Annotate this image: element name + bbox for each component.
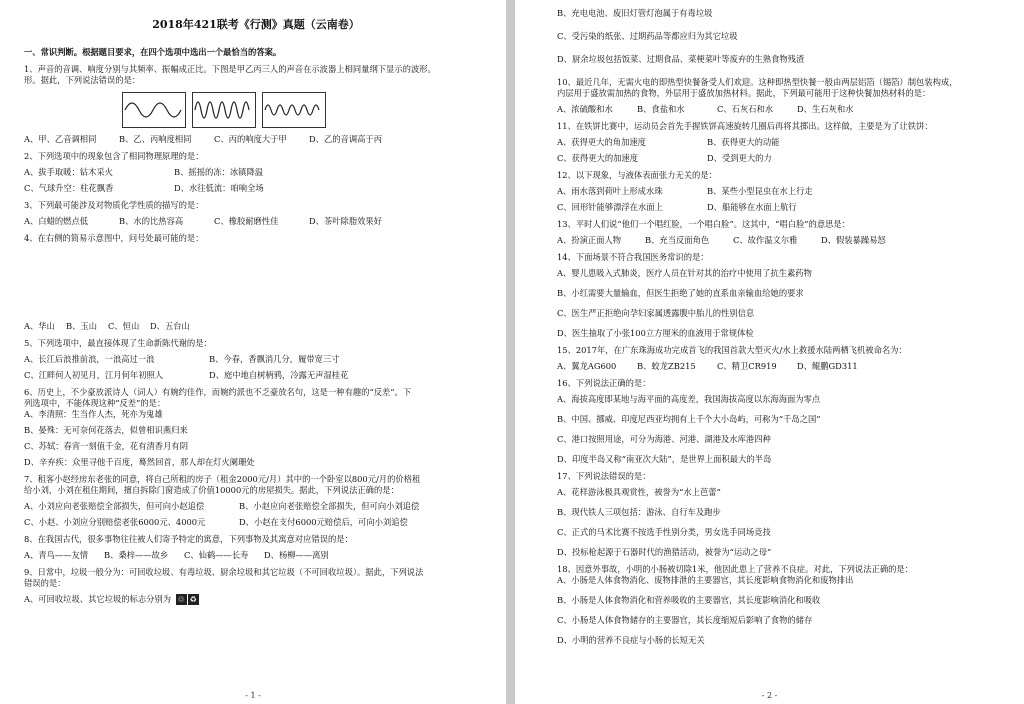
option-a: A、拔手取暖：钻木采火	[24, 167, 113, 177]
option-b: B、食盐和水	[637, 104, 685, 114]
option-b: B、蛟龙ZB215	[637, 361, 696, 371]
option-d: D、船能够在水面上航行	[707, 202, 797, 212]
waveform-a	[122, 92, 186, 128]
question-2-stem: 2、下列选项中的现象包含了相同物理原理的是：	[24, 151, 204, 161]
option-d: D、假装暴躁易怒	[821, 235, 886, 245]
question-11-options-ab	[557, 137, 1010, 148]
option-b: B、获得更大的动能	[707, 137, 780, 147]
question-10-options	[557, 104, 1010, 115]
option-a: A、婴儿患吸入式肺炎，医疗人员在针对其的治疗中使用了抗生素药物	[557, 268, 812, 278]
option-c: C、回形针能够漂浮在水面上	[557, 202, 663, 212]
question-8-options	[24, 550, 488, 561]
option-b: B、中国、挪威、印度尼西亚均拥有上千个大小岛屿，可称为“千岛之国”	[557, 414, 821, 424]
option-b: B、某些小型昆虫在水上行走	[707, 186, 813, 196]
option-c: C、获得更大的加速度	[557, 153, 639, 163]
option-c: C、丙的响度大于甲	[214, 134, 287, 144]
option-d: D、小明的营养不良症与小肠的长短无关	[557, 635, 705, 645]
question-1-stem: 1、声音的音调、响度分别与其频率、振幅成正比。下图是甲乙丙三人的声音在示波器上相同量纲下显示的波形。	[24, 64, 436, 74]
question-3-stem: 3、下列最可能涉及对物质化学性质的描写的是：	[24, 200, 204, 210]
option-c: C、正式的马术比赛不按选手性别分类，男女选手同场竞技	[557, 527, 771, 537]
section-heading: 一、常识判断。根据题目要求，在四个选项中选出一个最恰当的答案。	[24, 47, 282, 57]
question-4-stem: 4、在右侧的简易示意图中，问号处最可能的是：	[24, 233, 204, 243]
question-9-option-a	[24, 594, 488, 605]
option-a: A、华山	[24, 321, 55, 331]
option-b: B、小肠是人体食物消化和营养吸收的主要器官，其长度影响消化和吸收	[557, 595, 821, 605]
option-d: D、厨余垃圾包括饭菜、过期食品、菜梗菜叶等废弃的生熟食物残渣	[557, 54, 805, 64]
option-b: B、晏殊：无可奈何花落去，似曾相识燕归来	[24, 425, 188, 435]
question-9-stem: 9、日常中，垃圾一般分为：可回收垃圾、有毒垃圾、厨余垃圾和其它垃圾（不可回收垃圾）。据此，下列说法	[24, 567, 424, 577]
question-7-stem: 7、租客小赵经房东老张的同意，将自己所租的房子（租金2000元/月）其中的一个卧室以800元/月的价格租	[24, 474, 421, 484]
question-1-options	[24, 134, 488, 145]
waveform-figure	[122, 92, 488, 128]
option-a: A、长江后浪推前浪，一浪高过一浪	[24, 354, 155, 364]
option-d: D、五台山	[150, 321, 190, 331]
question-5-options-ab	[24, 354, 488, 365]
option-b: B、小赵应向老张赔偿全部损失，但可向小刘追偿	[239, 501, 420, 511]
map-figure-placeholder	[24, 244, 488, 316]
option-a: A、小肠是人体食物消化、废物排泄的主要器官，其长度影响食物消化和废物排出	[557, 575, 854, 585]
option-d: D、投标枪起源于石器时代的渔猎活动，被誉为“运动之母”	[557, 547, 772, 557]
option-d: D、印度半岛又称“南亚次大陆”，是世界上面积最大的半岛	[557, 454, 772, 464]
question-4-options	[24, 321, 488, 332]
option-b: B、小红需要大量输血，但医生拒绝了她的直系血亲输血给她的要求	[557, 288, 804, 298]
option-d: D、庭中地自树柄鸦，冷露无声湿桂花	[209, 370, 349, 380]
option-a: A、青鸟——友情	[24, 550, 89, 560]
question-3-options	[24, 216, 488, 227]
option-a: A、李清照：生当作人杰，死亦为鬼雄	[24, 409, 163, 419]
recycle-symbols	[176, 594, 199, 605]
option-c: C、小肠是人体食物储存的主要器官，其长度缩短后影响了食物的储存	[557, 615, 813, 625]
question-7-options-cd	[24, 517, 488, 528]
option-c: C、江畔何人初见月，江月何年初照人	[24, 370, 164, 380]
page-1-content	[24, 0, 488, 605]
document-page-1	[0, 0, 506, 704]
page-2-content	[557, 0, 1010, 646]
option-a: A、可回收垃圾、其它垃圾的标志分别为	[24, 594, 172, 604]
question-15-stem: 15、2017年，在广东珠海成功完成首飞的我国首款大型灭火/水上救援水陆两栖飞机被命名为：	[557, 345, 907, 355]
option-d: D、医生抽取了小张100立方厘米的血液用于常规体检	[557, 328, 754, 338]
option-d: D、辛弃疾：众里寻他千百度，蓦然回首，那人却在灯火阑珊处	[24, 457, 255, 467]
question-12-stem: 12、以下现象，与液体表面张力无关的是：	[557, 170, 717, 180]
question-16-stem: 16、下列说法正确的是：	[557, 378, 651, 388]
option-c: C、医生严正拒绝向孕妇家属透露腹中胎儿的性别信息	[557, 308, 755, 318]
option-d: D、杨柳——离别	[264, 550, 329, 560]
option-c: C、橡胶耐磨性佳	[214, 216, 279, 226]
waveform-c	[262, 92, 326, 128]
waveform-b	[192, 92, 256, 128]
question-15-options	[557, 361, 1010, 372]
option-b: B、桑梓——故乡	[104, 550, 169, 560]
recycle-icon: ♻	[189, 595, 197, 604]
option-d: D、小赵在支付6000元赔偿后，可向小刘追偿	[239, 517, 408, 527]
option-c: C、气球升空：柱花飘香	[24, 183, 114, 193]
option-a: A、白蜡的燃点低	[24, 216, 89, 226]
document-page-2	[515, 0, 1024, 704]
question-10-stem: 10、最近几年，无需火电的即热型快餐备受人们欢迎。这种即热型快餐一般由两层铝箔（锡箔）制包装构成，	[557, 77, 958, 87]
option-d: D、茶叶除脂效果好	[309, 216, 383, 226]
question-7-stem-cont: 给小刘，小刘在租住期间，擅自拆除门窗造成了价值10000元的房屋损失。据此，下列说法正确的是：	[24, 485, 399, 495]
option-a: A、小刘应向老张赔偿全部损失，但可向小赵追偿	[24, 501, 205, 511]
question-1-stem-cont: 形。据此，下列说法错误的是：	[24, 75, 141, 85]
question-18-stem: 18、因意外事故，小明的小肠被切除1米，他因此患上了营养不良症。对此，下列说法正确的是：	[557, 564, 914, 574]
option-a: A、浓硫酸和水	[557, 104, 613, 114]
option-d: D、生石灰和水	[797, 104, 854, 114]
question-2-options-cd	[24, 183, 488, 194]
option-d: D、受到更大的力	[707, 153, 772, 163]
question-7-options-ab	[24, 501, 488, 512]
option-b: B、充电电池、废旧灯管灯泡属于有毒垃圾	[557, 8, 713, 18]
question-9-stem-cont: 错误的是：	[24, 578, 66, 588]
question-13-options	[557, 235, 1010, 246]
option-c: C、苏轼：春宵一刻值千金，花有清香月有阴	[24, 441, 188, 451]
question-5-options-cd	[24, 370, 488, 381]
option-a: A、海拔高度即某地与海平面的高度差，我国海拔高度以东海海面为零点	[557, 394, 821, 404]
option-c: C、仙鹤——长寿	[184, 550, 249, 560]
page-number: - 1 -	[245, 691, 261, 700]
option-b: B、充当反面角色	[645, 235, 710, 245]
question-11-stem: 11、在铁饼比赛中，运动员会首先手握铁饼高速旋转几圈后再将其掷出。这样做，主要是为了让铁饼：	[557, 121, 933, 131]
option-d: D、水往低流：咱响全场	[174, 183, 264, 193]
question-6-stem: 6、历史上，不少豪放派诗人（词人）有婉约佳作，而婉约派也不乏豪放名句，这是一种有趣的“反差”。下	[24, 387, 412, 397]
option-c: C、小赵、小刘应分别赔偿老张6000元、4000元	[24, 517, 206, 527]
question-14-stem: 14、下面场景不符合我国医务常识的是：	[557, 252, 709, 262]
option-b: B、乙、丙响度相同	[119, 134, 192, 144]
question-17-stem: 17、下列说法错误的是：	[557, 471, 651, 481]
option-a: A、翼龙AG600	[557, 361, 617, 371]
option-c: C、石灰石和水	[717, 104, 774, 114]
option-c: C、恒山	[108, 321, 140, 331]
option-c: C、故作温文尔雅	[733, 235, 798, 245]
question-11-options-cd	[557, 153, 1010, 164]
question-5-stem: 5、下列选项中，最直接体现了生命新陈代谢的是：	[24, 338, 212, 348]
option-c: C、精卫CR919	[717, 361, 777, 371]
option-c: C、受污染的纸张、过期药品等都应归为其它垃圾	[557, 31, 738, 41]
question-6-stem-cont: 列选项中，不能体现这种“反差”的是：	[24, 398, 166, 408]
option-a: A、花样游泳极具观赏性，被誉为“水上芭蕾”	[557, 487, 721, 497]
recycle-icon: ♲	[177, 595, 185, 604]
option-a: A、扮演正面人物	[557, 235, 622, 245]
option-b: B、今春，香飘消几分，履带宽三寸	[209, 354, 340, 364]
question-12-options-ab	[557, 186, 1010, 197]
page-number: - 2 -	[761, 691, 778, 700]
question-2-options-ab	[24, 167, 488, 178]
option-d: D、乙的音调高于丙	[309, 134, 383, 144]
document-title: 2018年421联考《行测》真题（云南卷）	[152, 18, 360, 31]
option-a: A、雨水落到荷叶上形成水珠	[557, 186, 663, 196]
option-b: B、现代铁人三项包括：游泳、自行车及跑步	[557, 507, 721, 517]
option-d: D、鲲鹏GD311	[797, 361, 858, 371]
option-b: B、水的比热容高	[119, 216, 184, 226]
option-b: B、摇摇的冻：冰镇降温	[174, 167, 264, 177]
option-b: B、玉山	[66, 321, 97, 331]
question-8-stem: 8、在我国古代，很多事物往往被人们寄予特定的寓意，下列事物及其寓意对应错误的是：	[24, 534, 353, 544]
option-c: C、港口按照用途，可分为海港、河港、湖港及水库港四种	[557, 434, 771, 444]
question-13-stem: 13、平时人们说“他们一个唱红脸，一个唱白脸”。这其中，“唱白脸”的意思是：	[557, 219, 851, 229]
question-10-stem-cont: 内层用于盛放需加热的食物，外层用于盛放加热材料。据此，下列最可能用于这种快餐加热材料的是：	[557, 88, 931, 98]
option-a: A、获得更大的角加速度	[557, 137, 646, 147]
option-a: A、甲、乙音调相同	[24, 134, 97, 144]
question-12-options-cd	[557, 202, 1010, 213]
